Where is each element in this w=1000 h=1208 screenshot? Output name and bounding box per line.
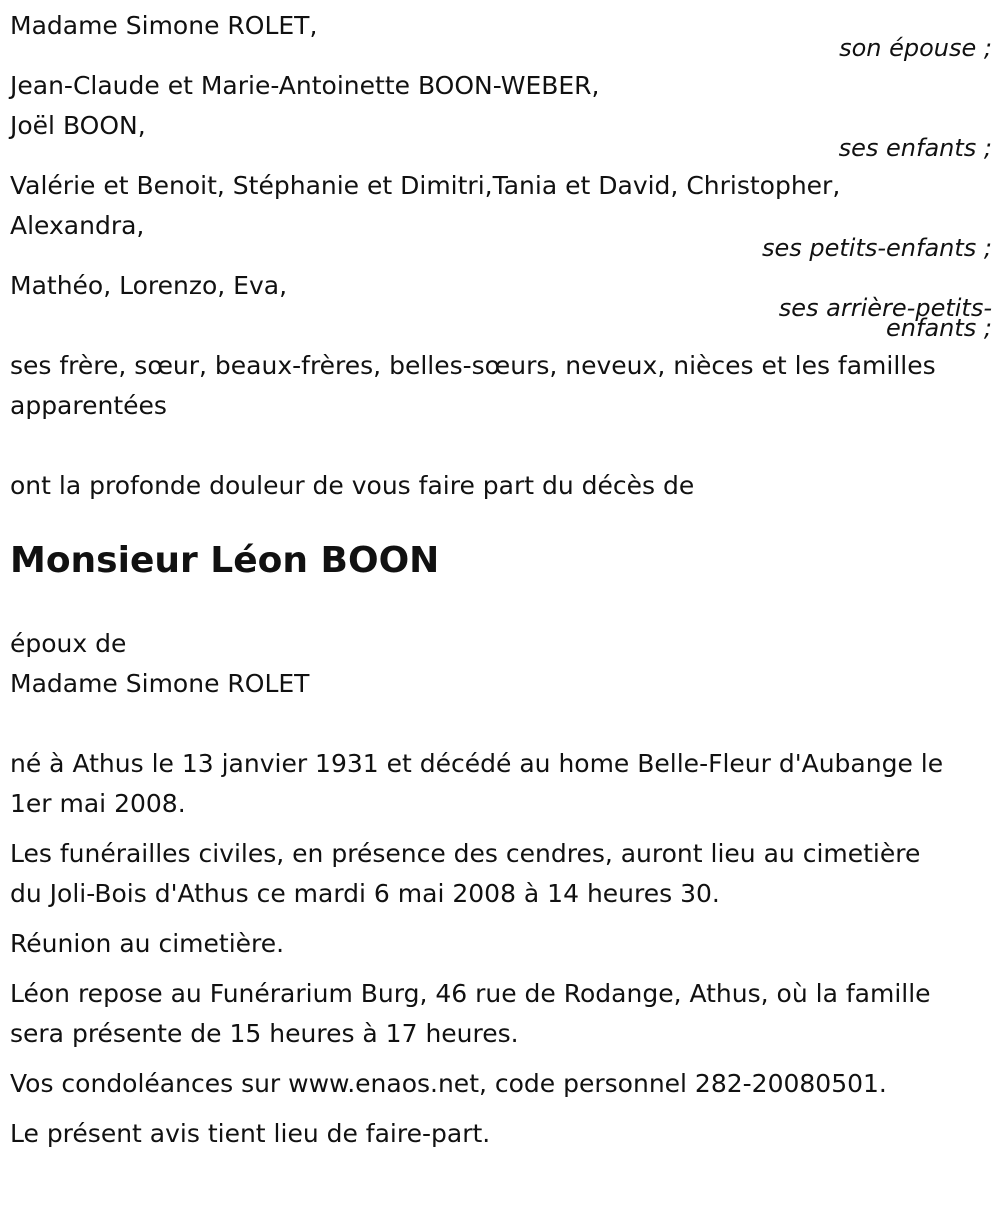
family-names: Joël BOON, xyxy=(10,111,146,140)
paragraph-line: Les funérailles civiles, en présence des cendres, auront lieu au cimetière xyxy=(10,839,921,868)
extended-family-line: ses frère, sœur, beaux-frères, belles-sœurs, neveux, nièces et les familles xyxy=(10,351,936,380)
family-relation: son épouse ; xyxy=(839,34,992,62)
family-names: Valérie et Benoit, Stéphanie et Dimitri,Tania et David, Christopher, xyxy=(10,171,841,200)
birth-death-paragraph xyxy=(10,744,992,824)
announcement-text: ont la profonde douleur de vous faire part du décès de xyxy=(10,471,695,500)
family-relation: ses arrière-petits- xyxy=(778,294,992,322)
paragraph-line: Vos condoléances sur www.enaos.net, code personnel 282-20080501. xyxy=(10,1069,887,1098)
family-group-spouse xyxy=(10,6,992,68)
family-relation: enfants ; xyxy=(886,314,992,342)
paragraph-line: Réunion au cimetière. xyxy=(10,929,285,958)
paragraph-line: Le présent avis tient lieu de faire-part. xyxy=(10,1119,491,1148)
paragraph-line: né à Athus le 13 janvier 1931 et décédé au home Belle-Fleur d'Aubange le xyxy=(10,749,944,778)
family-group-grandchildren xyxy=(10,166,992,268)
paragraph-line: 1er mai 2008. xyxy=(10,789,186,818)
paragraph-line: sera présente de 15 heures à 17 heures. xyxy=(10,1019,519,1048)
family-names: Mathéo, Lorenzo, Eva, xyxy=(10,271,288,300)
family-names: Madame Simone ROLET, xyxy=(10,11,318,40)
family-relation: ses enfants ; xyxy=(838,134,992,162)
family-names: Alexandra, xyxy=(10,211,145,240)
repose-paragraph xyxy=(10,974,992,1054)
notice-paragraph xyxy=(10,1114,992,1154)
family-relation: ses petits-enfants ; xyxy=(761,234,992,262)
paragraph-line: du Joli-Bois d'Athus ce mardi 6 mai 2008 à 14 heures 30. xyxy=(10,879,720,908)
extended-family-line: apparentées xyxy=(10,391,167,420)
condolences-paragraph xyxy=(10,1064,992,1104)
paragraph-line: Léon repose au Funérarium Burg, 46 rue de Rodange, Athus, où la famille xyxy=(10,979,931,1008)
extended-family xyxy=(10,346,992,426)
family-group-children xyxy=(10,66,992,168)
funeral-paragraph xyxy=(10,834,992,914)
deceased-name: Monsieur Léon BOON xyxy=(10,540,440,581)
family-group-great-grandchildren xyxy=(10,266,992,348)
spouse-label: époux de xyxy=(10,629,127,658)
meeting-paragraph xyxy=(10,924,992,964)
spouse-info xyxy=(10,624,992,704)
spouse-name: Madame Simone ROLET xyxy=(10,669,310,698)
family-names: Jean-Claude et Marie-Antoinette BOON-WEBER, xyxy=(10,71,600,100)
